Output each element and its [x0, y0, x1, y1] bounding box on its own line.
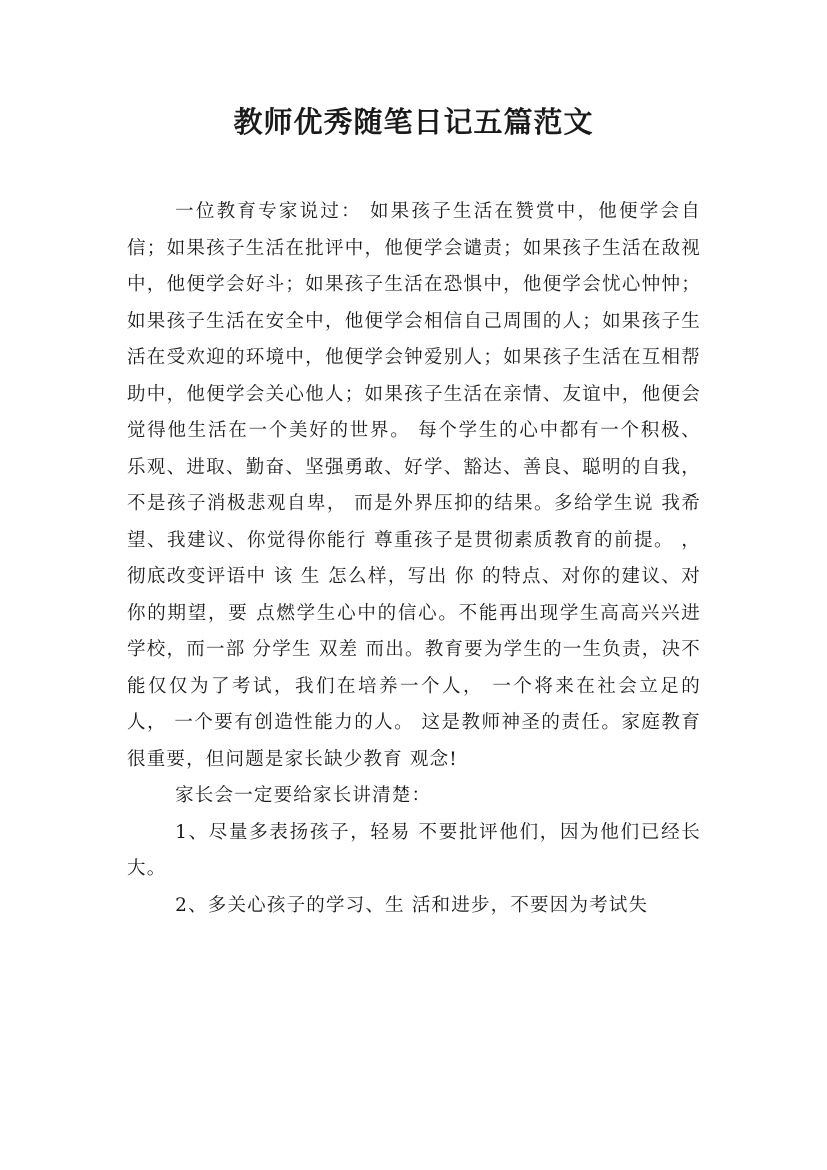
paragraph-point-2: 2、多关心孩子的学习、生 活和进步，不要因为考试失: [175, 894, 649, 916]
paragraph-point-1: 1、尽量多表扬孩子，轻易 不要批评他们，因为他们已经长大。: [127, 821, 701, 879]
document-title: 教师优秀随笔日记五篇范文: [233, 105, 594, 139]
paragraph-intro: 一位教育专家说过： 如果孩子生活在赞赏中，他便学会自信；如果孩子生活在批评中，他便学会谴责；如果孩子生活在敌视中，他便学会好斗；如果孩子生活在恐惧中，他便学会忧心忡忡；如果孩子生活在安全中，他便学会相信自己周围的人；如果孩子生活在受欢迎的环境中，他便学会钟爱别人；如果孩子生活在互相帮助中，他便学会关心他人；如果孩子生活在亲情、友谊中，他便会觉得他生活在一个美好的世界。 每个学生的心中都有一个积极、乐观、进取、勤奋、坚强勇敢、好学、豁达、善良、聪明的自我，不是孩子消极悲观自卑， 而是外界压抑的结果。多给学生说 我希望、我建议、你觉得你能行 尊重孩子是贯彻素质教育的前提。 ， 彻底改变评语中 该 生 怎么样，写出 你 的特点、对你的建议、对你的期望，要 点燃学生心中的信心。不能再出现学生高高兴兴进学校，而一部 分学生 双差 而出。教育要为学生的一生负责，决不能仅仅为了考试，我们在培养一个人， 一个将来在社会立足的人， 一个要有创造性能力的人。 这是教师神圣的责任。家庭教育很重要，但问题是家长缺少教育 观念!: [127, 201, 701, 770]
document-body: [127, 194, 701, 924]
paragraph-parent-meeting: 家长会一定要给家长讲清楚：: [175, 785, 432, 806]
